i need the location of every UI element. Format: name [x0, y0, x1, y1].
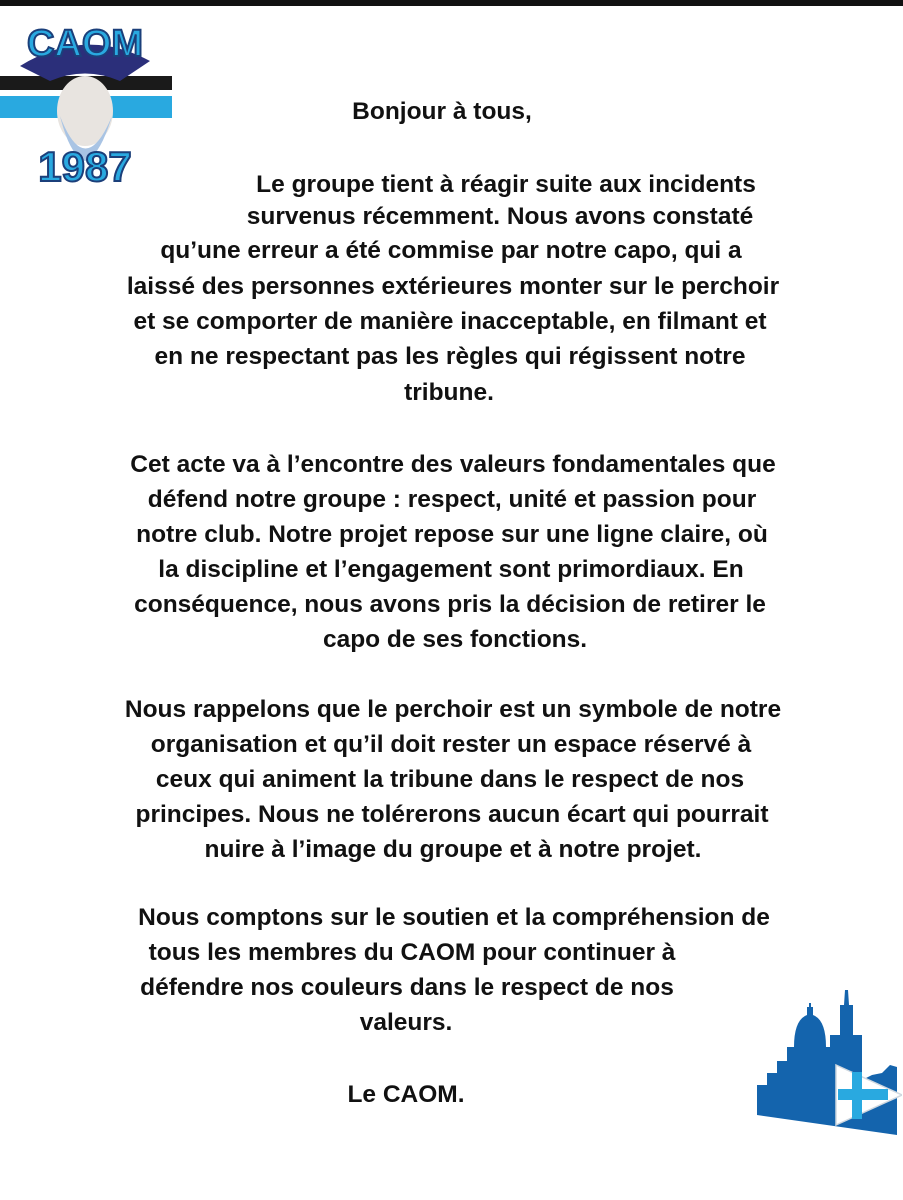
text-line: ceux qui animent la tribune dans le respect de nos — [155, 766, 745, 793]
text-line: Cet acte va à l’encontre des valeurs fondamentales que — [130, 451, 776, 478]
text-line: tribune. — [404, 379, 494, 406]
svg-text:CAOM: CAOM — [26, 23, 144, 65]
text-line: Nous comptons sur le soutien et la compréhension de — [138, 904, 770, 931]
text-line: notre club. Notre projet repose sur une ligne claire, où — [136, 521, 768, 548]
greeting: Bonjour à tous, — [352, 98, 532, 125]
text-line: Le groupe tient à réagir suite aux incidents — [256, 171, 756, 198]
text-line: et se comporter de manière inacceptable, en filmant et — [133, 308, 767, 335]
text-line: conséquence, nous avons pris la décision de retirer le — [134, 591, 766, 618]
text-line: survenus récemment. Nous avons constaté — [246, 203, 754, 230]
text-line: la discipline et l’engagement sont primordiaux. En — [158, 556, 744, 583]
marseille-basilica-logo — [752, 985, 902, 1140]
text-line: nuire à l’image du groupe et à notre projet. — [204, 836, 702, 863]
text-line: en ne respectant pas les règles qui régissent notre — [154, 343, 746, 370]
text-line: laissé des personnes extérieures monter sur le perchoir — [126, 273, 780, 300]
text-line: défendre nos couleurs dans le respect de nos — [140, 974, 674, 1001]
text-line: principes. Nous ne tolérerons aucun écart qui pourrait — [135, 801, 769, 828]
text-line: tous les membres du CAOM pour continuer à — [148, 939, 676, 966]
text-line: valeurs. — [359, 1009, 453, 1036]
text-line: capo de ses fonctions. — [322, 626, 588, 653]
text-line: Nous rappelons que le perchoir est un symbole de notre — [124, 696, 782, 723]
text-line: qu’une erreur a été commise par notre capo, qui a — [160, 237, 742, 264]
svg-text:1987: 1987 — [38, 143, 132, 190]
caom-logo — [0, 6, 175, 191]
text-line: défend notre groupe : respect, unité et passion pour — [147, 486, 757, 513]
text-line: organisation et qu’il doit rester un espace réservé à — [150, 731, 752, 758]
signature: Le CAOM. — [347, 1081, 465, 1108]
